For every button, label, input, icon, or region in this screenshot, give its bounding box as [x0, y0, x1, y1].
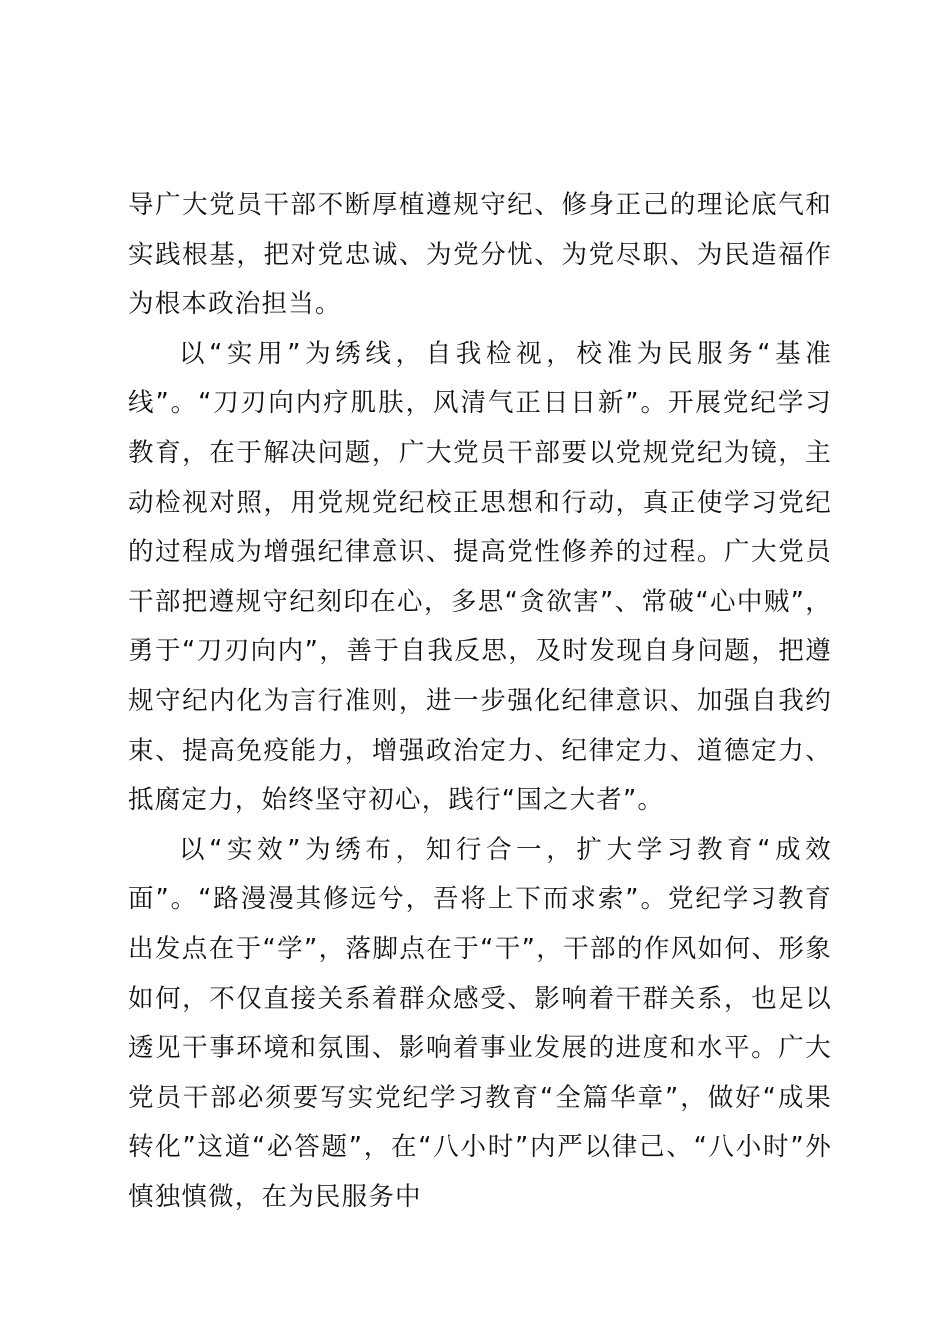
document-body — [128, 181, 832, 1222]
paragraph-shiyong: 以“实用”为绣线，自我检视，校准为民服务“基准线”。“刀刃向内疗肌肤，风清气正日日新”。开展党纪学习教育，在于解决问题，广大党员干部要以党规党纪为镜，主动检视对照，用党规党纪校正思想和行动，真正使学习党纪的过程成为增强纪律意识、提高党性修养的过程。广大党员干部把遵规守纪刻印在心，多思“贪欲害”、常破“心中贼”，勇于“刀刃向内”，善于自我反思，及时发现自身问题，把遵规守纪内化为言行准则，进一步强化纪律意识、加强自我约束、提高免疫能力，增强政治定力、纪律定力、道德定力、抵腐定力，始终坚守初心，践行“国之大者”。 — [128, 338, 832, 816]
paragraph-shixiao: 以“实效”为绣布，知行合一，扩大学习教育“成效面”。“路漫漫其修远兮，吾将上下而求索”。党纪学习教育出发点在于“学”，落脚点在于“干”，干部的作风如何、形象如何，不仅直接关系着群众感受、影响着干群关系，也足以透见干事环境和氛围、影响着事业发展的进度和水平。广大党员干部必须要写实党纪学习教育“全篇华章”，做好“成果转化”这道“必答题”，在“八小时”内严以律己、“八小时”外慎独慎微，在为民服务中 — [128, 834, 832, 1212]
paragraph-continued: 导广大党员干部不断厚植遵规守纪、修身正己的理论底气和实践根基，把对党忠诚、为党分忧、为党尽职、为民造福作为根本政治担当。 — [128, 190, 832, 320]
